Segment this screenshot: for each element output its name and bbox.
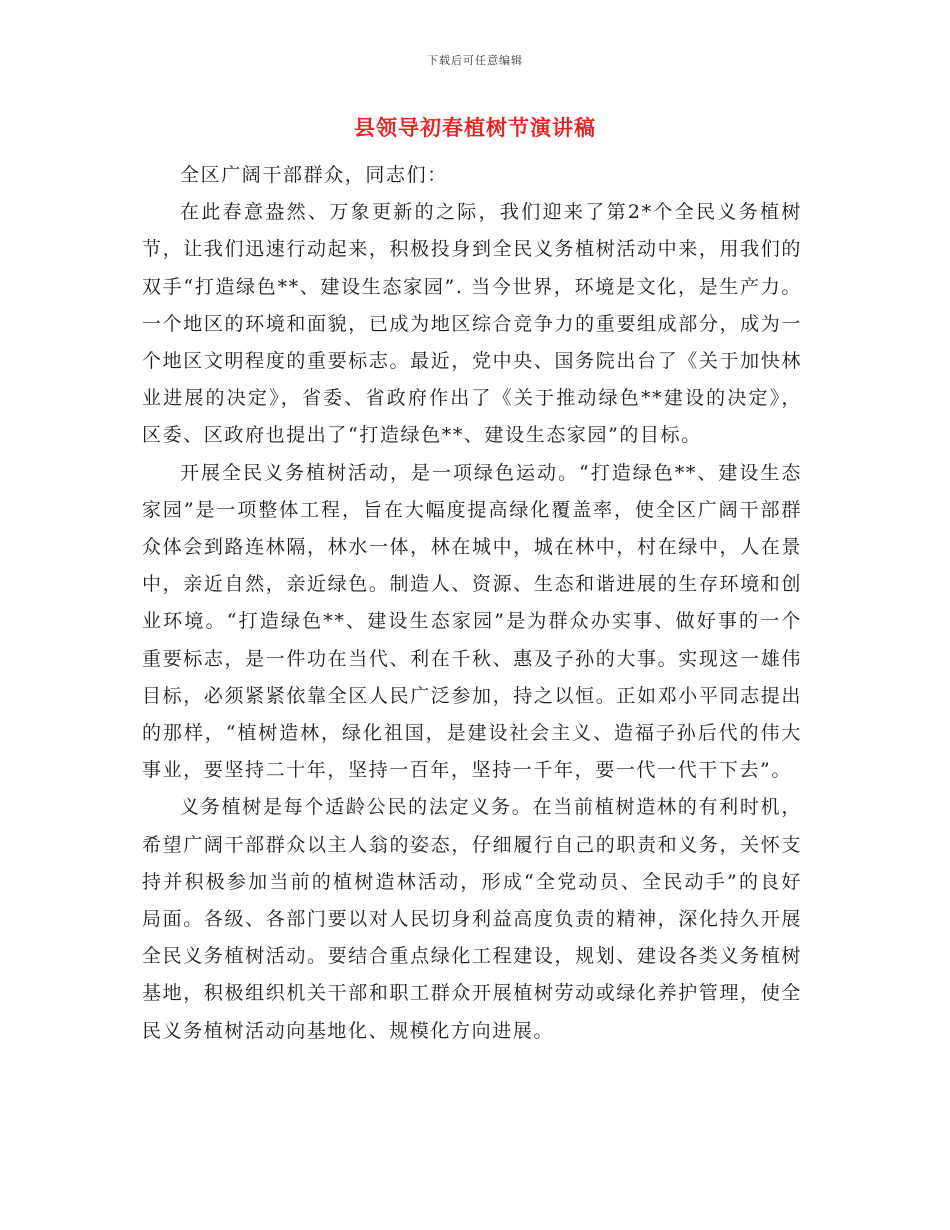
document-title: 县领导初春植树节演讲稿 — [354, 115, 596, 140]
paragraph-2: 开展全民义务植树活动，是一项绿色运动。“打造绿色**、建设生态家园”是一项整体工程，旨在大幅度提高绿化覆盖率，使全区广阔干部群众体会到路连林隔，林水一体，林在城中，城在林中，村在绿中，人在景中，亲近自然，亲近绿色。制造人、资源、生态和谐进展的生存环境和创业环境。“打造绿色**、建设生态家园”是为群众办实事、做好事的一个重要标志，是一件功在当代、利在千秋、惠及子孙的大事。实现这一雄伟目标，必须紧紧依靠全区人民广泛参加，持之以恒。正如邓小平同志提出的那样，“植树造林，绿化祖国，是建设社会主义、造福子孙后代的伟大事业，要坚持二十年，坚持一百年，坚持一千年，要一代一代干下去”。 — [142, 461, 802, 782]
header-note: 下载后可任意编辑 — [427, 54, 523, 67]
document-body — [142, 157, 802, 1050]
paragraph-3: 义务植树是每个适龄公民的法定义务。在当前植树造林的有利时机，希望广阔干部群众以主人翁的姿态，仔细履行自己的职责和义务，关怀支持并积极参加当前的植树造林活动，形成“全党动员、全民动手”的良好局面。各级、各部门要以对人民切身利益高度负责的精神，深化持久开展全民义务植树活动。要结合重点绿化工程建设，规划、建设各类义务植树基地，积极组织机关干部和职工群众开展植树劳动或绿化养护管理，使全民义务植树活动向基地化、规模化方向进展。 — [142, 796, 802, 1042]
salutation: 全区广阔干部群众，同志们： — [180, 164, 448, 186]
paragraph-1: 在此春意盎然、万象更新的之际，我们迎来了第2*个全民义务植树节，让我们迅速行动起来，积极投身到全民义务植树活动中来，用我们的双手“打造绿色**、建设生态家园”. 当今世界，环境是文化，是生产力。一个地区的环境和面貌，已成为地区综合竞争力的重要组成部分，成为一个地区文明程度的重要标志。最近，党中央、国务院出台了《关于加快林业进展的决定》，省委、省政府作出了《关于推动绿色**建设的决定》，区委、区政府也提出了“打造绿色**、建设生态家园”的目标。 — [142, 201, 802, 447]
